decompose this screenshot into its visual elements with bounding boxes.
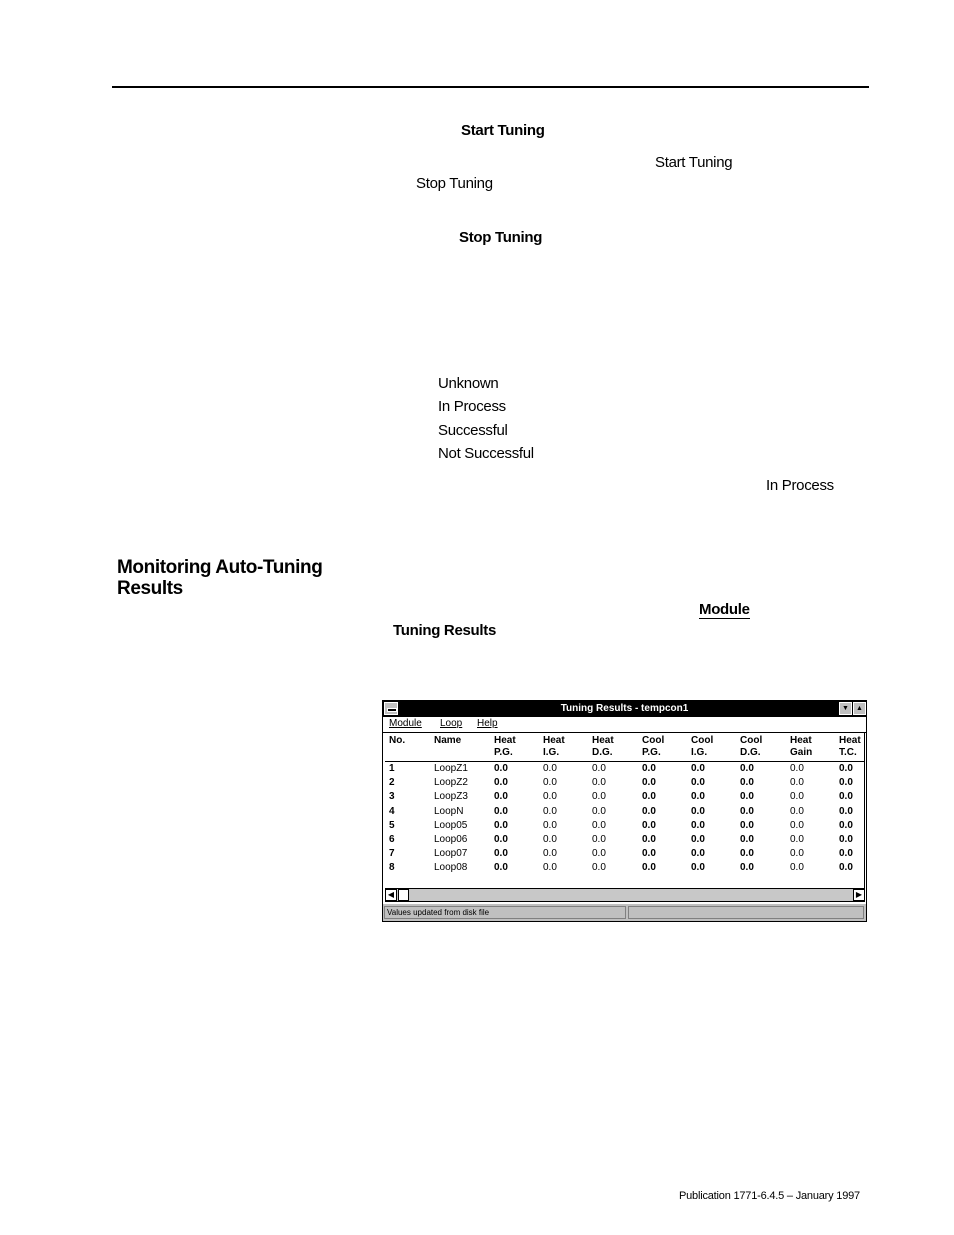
menu-bar xyxy=(383,717,866,733)
column-header-line2: T.C. xyxy=(839,747,857,758)
table-cell: 6 xyxy=(389,834,395,845)
column-header-line2: D.G. xyxy=(592,747,613,758)
status-bar xyxy=(383,904,866,921)
column-header-line1: Cool xyxy=(642,735,665,746)
menu-loop[interactable] xyxy=(440,718,462,729)
table-cell: 0.0 xyxy=(543,862,557,874)
table-cell: 0.0 xyxy=(740,848,754,860)
table-cell: 0.0 xyxy=(740,819,754,831)
column-header-line2: P.G. xyxy=(494,747,513,758)
column-header-line1: Heat xyxy=(839,735,861,746)
scroll-right-icon[interactable]: ▶ xyxy=(853,889,865,901)
column-header-4 xyxy=(592,735,614,759)
stop-tuning-ref: Stop Tuning xyxy=(416,175,493,192)
column-header-line1: Heat xyxy=(494,735,516,746)
table-cell: LoopZ1 xyxy=(434,763,468,774)
table-cell: 0.0 xyxy=(592,819,606,831)
table-cell: 0.0 xyxy=(642,763,656,774)
column-header-line1: Cool xyxy=(691,735,714,746)
table-cell: 0.0 xyxy=(543,819,557,831)
table-cell: 0.0 xyxy=(494,791,508,803)
column-header-3 xyxy=(543,735,565,759)
table-cell: 0.0 xyxy=(790,848,804,860)
table-cell: 0.0 xyxy=(642,819,656,831)
table-cell: LoopZ3 xyxy=(434,791,468,803)
table-cell: 0.0 xyxy=(790,791,804,803)
table-cell: 0.0 xyxy=(543,848,557,860)
status-not-successful: Not Successful xyxy=(438,445,534,462)
table-cell: 0.0 xyxy=(543,834,557,845)
column-header-8 xyxy=(790,735,812,759)
table-cell: 4 xyxy=(389,805,395,817)
column-header-line2: P.G. xyxy=(642,747,661,758)
column-header-line2: I.G. xyxy=(543,747,560,758)
table-cell: 3 xyxy=(389,791,395,803)
table-cell: 0.0 xyxy=(839,819,853,831)
column-header-line1: Heat xyxy=(543,735,565,746)
status-in-process: In Process xyxy=(438,398,506,415)
table-cell: Loop07 xyxy=(434,848,468,860)
table-cell: 0.0 xyxy=(691,791,705,803)
table-cell: 0.0 xyxy=(494,805,508,817)
table-cell: 0.0 xyxy=(642,848,656,860)
column-header-line1: Name xyxy=(434,735,462,746)
table-cell: 0.0 xyxy=(839,848,853,860)
section-heading-line1: Monitoring Auto-Tuning xyxy=(117,557,323,578)
table-cell: 0.0 xyxy=(740,834,754,845)
table-cell: 0.0 xyxy=(691,805,705,817)
menu-path-module xyxy=(699,601,750,618)
status-successful: Successful xyxy=(438,422,508,439)
table-cell: 0.0 xyxy=(642,777,656,789)
table-cell: 0.0 xyxy=(790,834,804,845)
table-cell: 0.0 xyxy=(691,862,705,874)
table-cell: 0.0 xyxy=(592,777,606,789)
status-text: Values updated from disk file xyxy=(384,906,626,919)
menu-path-tuning-results: Tuning Results xyxy=(393,622,497,639)
table-cell: Loop06 xyxy=(434,834,468,845)
table-cell: 0.0 xyxy=(543,763,557,774)
table-cell: 0.0 xyxy=(642,862,656,874)
table-cell: 7 xyxy=(389,848,395,860)
table-cell: Loop08 xyxy=(434,862,468,874)
scroll-left-icon[interactable]: ◀ xyxy=(385,889,397,901)
status-unknown: Unknown xyxy=(438,375,499,392)
table-cell: 0.0 xyxy=(839,763,853,774)
column-header-line2: Gain xyxy=(790,747,813,758)
table-cell: 0.0 xyxy=(592,848,606,860)
column-header-line2: D.G. xyxy=(740,747,761,758)
table-cell: 0.0 xyxy=(740,777,754,789)
column-header-line2: I.G. xyxy=(691,747,708,758)
table-cell: 0.0 xyxy=(494,862,508,874)
window-title: Tuning Results - tempcon1 xyxy=(560,703,689,714)
title-bar[interactable] xyxy=(383,701,866,717)
table-cell: 0.0 xyxy=(740,805,754,817)
column-header-line1: No. xyxy=(389,735,406,746)
table-cell: 0.0 xyxy=(494,819,508,831)
table-cell: 0.0 xyxy=(494,834,508,845)
table-cell: LoopN xyxy=(434,805,464,817)
column-header-7 xyxy=(740,735,762,759)
table-cell: 2 xyxy=(389,777,395,789)
table-cell: 1 xyxy=(389,763,395,774)
menu-path-module-text: Module xyxy=(699,601,750,618)
table-cell: 0.0 xyxy=(790,862,804,874)
menu-help[interactable] xyxy=(477,718,498,729)
status-pane-2 xyxy=(628,906,864,919)
results-grid[interactable] xyxy=(385,733,865,888)
table-cell: 0.0 xyxy=(691,777,705,789)
table-cell: 0.0 xyxy=(691,848,705,860)
section-heading-line2: Results xyxy=(117,578,183,599)
table-cell: 0.0 xyxy=(740,763,754,774)
column-header-5 xyxy=(642,735,664,759)
table-cell: 0.0 xyxy=(839,834,853,845)
table-cell: 0.0 xyxy=(543,805,557,817)
minimize-button[interactable]: ▼ xyxy=(839,702,852,715)
table-cell: 0.0 xyxy=(592,834,606,845)
table-cell: 0.0 xyxy=(691,819,705,831)
table-cell: 0.0 xyxy=(494,763,508,774)
scroll-thumb[interactable] xyxy=(398,889,409,901)
header-rule xyxy=(112,86,869,88)
start-tuning-ref: Start Tuning xyxy=(655,154,733,171)
table-cell: 0.0 xyxy=(839,791,853,803)
table-cell: 0.0 xyxy=(790,819,804,831)
table-cell: 0.0 xyxy=(642,791,656,803)
table-cell: 0.0 xyxy=(543,777,557,789)
column-header-2 xyxy=(494,735,516,759)
section-heading xyxy=(117,557,322,599)
start-tuning-term: Start Tuning xyxy=(461,122,545,139)
table-cell: 0.0 xyxy=(740,791,754,803)
table-cell: 0.0 xyxy=(790,805,804,817)
table-cell: 0.0 xyxy=(642,805,656,817)
stop-tuning-term: Stop Tuning xyxy=(459,229,543,246)
table-cell: 0.0 xyxy=(592,805,606,817)
table-cell: 0.0 xyxy=(642,834,656,845)
column-header-line1: Heat xyxy=(592,735,614,746)
table-cell: Loop05 xyxy=(434,819,468,831)
table-cell: 0.0 xyxy=(592,862,606,874)
table-cell: 0.0 xyxy=(592,763,606,774)
table-cell: 0.0 xyxy=(839,862,853,874)
menu-help-label: Help xyxy=(477,718,498,729)
table-cell: 0.0 xyxy=(691,763,705,774)
table-cell: 0.0 xyxy=(839,777,853,789)
table-cell: 0.0 xyxy=(494,848,508,860)
table-cell: 0.0 xyxy=(543,791,557,803)
menu-module-label: Module xyxy=(389,718,422,729)
table-cell: 0.0 xyxy=(740,862,754,874)
table-cell: 8 xyxy=(389,862,395,874)
column-header-line1: Cool xyxy=(740,735,763,746)
menu-module[interactable] xyxy=(389,718,422,729)
tuning-results-window xyxy=(382,700,867,922)
column-header-0 xyxy=(389,735,405,747)
table-cell: 0.0 xyxy=(790,763,804,774)
menu-loop-label: Loop xyxy=(440,718,463,729)
header-divider xyxy=(385,761,864,762)
column-header-line1: Heat xyxy=(790,735,812,746)
table-cell: 5 xyxy=(389,819,395,831)
column-header-9 xyxy=(839,735,861,759)
horizontal-scrollbar[interactable] xyxy=(385,888,865,902)
table-cell: LoopZ2 xyxy=(434,777,468,789)
table-cell: 0.0 xyxy=(494,777,508,789)
table-cell: 0.0 xyxy=(691,834,705,845)
in-process-ref: In Process xyxy=(766,477,834,494)
maximize-button[interactable]: ▲ xyxy=(853,702,866,715)
table-cell: 0.0 xyxy=(592,791,606,803)
table-cell: 0.0 xyxy=(839,805,853,817)
footer-publication: Publication 1771-6.4.5 – January 1997 xyxy=(679,1190,860,1202)
table-cell: 0.0 xyxy=(790,777,804,789)
column-header-1 xyxy=(434,735,461,747)
column-header-6 xyxy=(691,735,713,759)
